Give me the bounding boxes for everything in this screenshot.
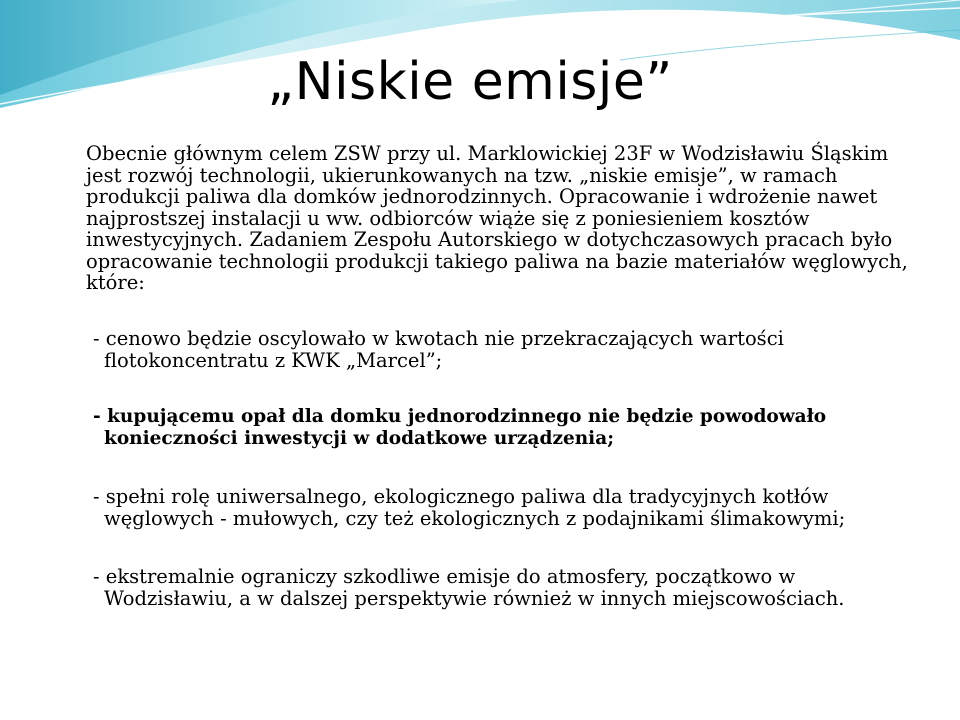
intro-paragraph: Obecnie głównym celem ZSW przy ul. Marklowickiej 23F w Wodzisławiu Śląskim jest rozwój technologii, ukierunkowanych na tzw. „niskie emisje”, w ramach produkcji paliwa dla domków jednorodzinnych. Opracowanie i wdrożenie nawet najprostszej instalacji u ww. odbiorców wiąże się z poniesieniem kosztów inwestycyjnych. Zadaniem Zespołu Autorskiego w dotychczasowych pracach było opracowanie technologii produkcji takiego paliwa na bazie materiałów węglowych, które:: [86, 142, 908, 294]
bullet-item-no-investment: - kupującemu opał dla domku jednorodzinnego nie będzie powodowało konieczności inwestycji w dodatkowe urządzenia;: [93, 405, 827, 449]
slide-title: „Niskie emisje”: [267, 52, 673, 112]
bullet-item-price: - cenowo będzie oscylowało w kwotach nie przekraczających wartości flotokoncentratu z KWK „Marcel”;: [93, 326, 784, 372]
bullet-item-universal-fuel: - spełni rolę uniwersalnego, ekologicznego paliwa dla tradycyjnych kotłów węglowych - mułowych, czy też ekologicznych z podajnikami ślimakowymi;: [93, 484, 846, 530]
slide-body: [86, 143, 908, 610]
bullet-item-emissions: - ekstremalnie ograniczy szkodliwe emisje do atmosfery, początkowo w Wodzisławiu, a w dalszej perspektywie również w innych miejscowościach.: [93, 564, 845, 610]
